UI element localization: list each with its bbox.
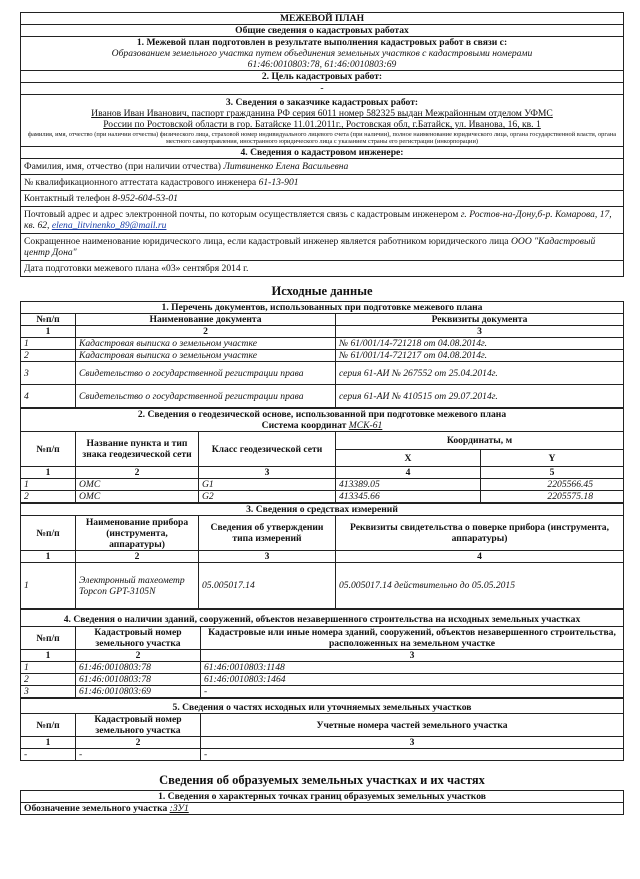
engineer-cert-value: 61-13-901 (258, 177, 299, 189)
col-header: Кадастровый номер земельного участка (76, 714, 201, 737)
col-header: Координаты, м (336, 432, 624, 450)
cell: 61:46:0010803:78 (76, 662, 201, 674)
col-header: №п/п (21, 714, 76, 737)
section-1 (21, 37, 624, 71)
cell: серия 61-АИ № 267552 от 25.04.2014г. (336, 362, 624, 385)
cell: Свидетельство о государственной регистрации права (76, 362, 336, 385)
cell: ОМС (76, 479, 199, 491)
cell: серия 61-АИ № 410515 от 29.07.2014г. (336, 385, 624, 408)
col-number: 2 (76, 467, 199, 479)
geodetic-title-text: 2. Сведения о геодезической основе, использованной при подготовке межевого плана (137, 409, 507, 421)
table-row (21, 479, 624, 491)
cell: 413389.05 (336, 479, 481, 491)
engineer-fio-row (21, 159, 624, 175)
table-row (21, 350, 624, 362)
cell: 1 (21, 563, 76, 609)
col-number: 2 (76, 650, 201, 662)
col-number: 1 (21, 467, 76, 479)
col-header-y: Y (481, 449, 624, 467)
cell: Свидетельство о государственной регистрации права (76, 385, 336, 408)
buildings-table (20, 609, 624, 698)
engineer-fio-value: Литвиненко Елена Васильевна (223, 161, 349, 173)
col-header: №п/п (21, 314, 76, 326)
col-header: Кадастровый номер земельного участка (76, 627, 201, 650)
source-data-header: Исходные данные (271, 284, 373, 299)
col-number: 2 (76, 551, 199, 563)
col-number: 3 (201, 650, 624, 662)
section-4-title: 4. Сведения о кадастровом инженере: (21, 147, 624, 159)
coordinate-system (24, 420, 620, 431)
general-info-table (20, 12, 624, 277)
engineer-org-label: Сокращенное наименование юридического лица, если кадастровый инженер является работником юридического лица (24, 236, 509, 248)
plot-designation-row (21, 803, 624, 815)
col-number: 1 (21, 737, 76, 749)
col-header-x: X (336, 449, 481, 467)
engineer-org-value: ООО "Кадастровый центр Дона" (24, 236, 596, 259)
cell: 05.005017.14 (199, 563, 336, 609)
formed-points-title: 1. Сведения о характерных точках границ образуемых земельных участков (21, 791, 624, 803)
cell: Кадастровая выписка о земельном участке (76, 338, 336, 350)
cell: 2205566.45 (481, 479, 624, 491)
cell: 1 (21, 338, 76, 350)
col-number: 3 (199, 467, 336, 479)
table-row (21, 686, 624, 698)
engineer-cert-label: № квалификационного аттестата кадастрового инженера (24, 177, 257, 189)
customer-note: фамилия, имя, отчество (при наличии отчества) физического лица, страховой номер индивидуального лицевого счета (при наличии), полное наименование юридического лица, органа государственной власти, органа местного самоуправления, иностранного юридического лица с указанием страны его регистрации (инкорпорации) (27, 131, 617, 146)
coordinate-system-label: Система координат (261, 420, 347, 432)
col-number: 4 (336, 467, 481, 479)
engineer-org-row (21, 234, 624, 261)
col-number: 3 (199, 551, 336, 563)
geodetic-table (20, 408, 624, 503)
cell: G2 (199, 491, 336, 503)
engineer-cert-row (21, 175, 624, 191)
parts-table (20, 698, 624, 761)
customer-line-2: России по Ростовской области в гор. Батайске 11.01.2011г., Ростовская обл, г.Батайск, ул. Иванова, 16, кв. 1 (103, 119, 541, 130)
table-row (21, 662, 624, 674)
table-row (21, 338, 624, 350)
document-page (20, 12, 624, 815)
documents-table (20, 301, 624, 408)
buildings-title: 4. Сведения о наличии зданий, сооружений, объектов незавершенного строительства на исходных земельных участках (21, 610, 624, 627)
parts-title: 5. Сведения о частях исходных или уточняемых земельных участков (21, 699, 624, 714)
col-header: Наименование документа (76, 314, 336, 326)
table-row (21, 563, 624, 609)
cell: № 61/001/14-721217 от 04.08.2014г. (336, 350, 624, 362)
col-header: Реквизиты документа (336, 314, 624, 326)
col-header: №п/п (21, 432, 76, 467)
section-2-value: - (21, 83, 624, 95)
cell: 61:46:0010803:1464 (201, 674, 624, 686)
cell: - (201, 686, 624, 698)
cell: 4 (21, 385, 76, 408)
documents-title: 1. Перечень документов, использованных при подготовке межевого плана (21, 302, 624, 314)
section-1-title: 1. Межевой план подготовлен в результате выполнения кадастровых работ в связи с: (136, 37, 508, 48)
cell: G1 (199, 479, 336, 491)
section-3 (21, 95, 624, 147)
section-2-title: 2. Цель кадастровых работ: (21, 71, 624, 83)
col-header: Реквизиты свидетельства о поверке прибора (инструмента, аппаратуры) (336, 516, 624, 551)
cell: Электронный тахеометр Topcon GPT-3105N (76, 563, 199, 609)
cell: 2 (21, 674, 76, 686)
col-header: Сведения об утверждении типа измерений (199, 516, 336, 551)
col-header: №п/п (21, 516, 76, 551)
col-header: №п/п (21, 627, 76, 650)
cell: 61:46:0010803:69 (76, 686, 201, 698)
col-header: Кадастровые или иные номера зданий, сооружений, объектов незавершенного строительства, расположенных на земельном участке (201, 627, 624, 650)
engineer-phone-row (21, 191, 624, 207)
cell: 61:46:0010803:1148 (201, 662, 624, 674)
col-number: 1 (21, 326, 76, 338)
cell: 3 (21, 686, 76, 698)
table-row (21, 362, 624, 385)
col-header: Учетные номера частей земельного участка (201, 714, 624, 737)
engineer-address-label: Почтовый адрес и адрес электронной почты, по которым осуществляется связь с кадастровым инженером (24, 209, 459, 221)
general-header: Общие сведения о кадастровых работах (21, 25, 624, 37)
col-header: Название пункта и тип знака геодезической сети (76, 432, 199, 467)
engineer-phone-value: 8-952-604-53-01 (112, 193, 178, 205)
table-row (21, 385, 624, 408)
col-number: 4 (336, 551, 624, 563)
plot-designation-label: Обозначение земельного участка (24, 803, 168, 815)
coordinate-system-value: МСК-61 (348, 420, 383, 432)
cell: № 61/001/14-721218 от 04.08.2014г. (336, 338, 624, 350)
plot-designation-value: :ЗУ1 (169, 803, 189, 815)
table-row (21, 749, 624, 761)
col-number: 2 (76, 326, 336, 338)
col-number: 1 (21, 650, 76, 662)
table-row (21, 491, 624, 503)
cell: Кадастровая выписка о земельном участке (76, 350, 336, 362)
cell: 2 (21, 350, 76, 362)
col-header: Наименование прибора (инструмента, аппаратуры) (76, 516, 199, 551)
cell: 3 (21, 362, 76, 385)
formed-points-table (20, 790, 624, 815)
instruments-title: 3. Сведения о средствах измерений (21, 504, 624, 516)
instruments-table (20, 503, 624, 609)
section-3-title: 3. Сведения о заказчике кадастровых работ: (225, 97, 419, 108)
cell: 1 (21, 662, 76, 674)
engineer-address-value: г. Ростов-на-Дону,б-р. Комарова, 17, кв. 62, (24, 209, 612, 232)
cell: - (201, 749, 624, 761)
cell: ОМС (76, 491, 199, 503)
engineer-email-link[interactable]: elena_litvinenko_89@mail.ru (51, 220, 167, 232)
col-number: 2 (76, 737, 201, 749)
cell: - (21, 749, 76, 761)
table-row (21, 674, 624, 686)
geodetic-title (21, 409, 624, 432)
cell: - (76, 749, 201, 761)
col-number: 5 (481, 467, 624, 479)
col-number: 3 (201, 737, 624, 749)
customer-line-1: Иванов Иван Иванович, паспорт гражданина РФ серия 6011 номер 582325 выдан Межрайонным отделом УФМС (91, 108, 553, 119)
engineer-phone-label: Контактный телефон (24, 193, 111, 205)
cell: 2205575.18 (481, 491, 624, 503)
plan-date-row: Дата подготовки межевого плана «03» сентября 2014 г. (21, 261, 624, 277)
cell: 2 (21, 491, 76, 503)
col-number: 3 (336, 326, 624, 338)
section-1-text-a: Образованием земельного участка путем объединения земельных участков с кадастровыми номерами (111, 48, 533, 59)
cell: 413345.66 (336, 491, 481, 503)
section-1-text-b: 61:46:0010803:78, 61:46:0010803:69 (247, 59, 397, 70)
col-header: Класс геодезической сети (199, 432, 336, 467)
formed-plots-header: Сведения об образуемых земельных участках и их частях (159, 773, 485, 788)
cell: 05.005017.14 действительно до 05.05.2015 (336, 563, 624, 609)
cell: 61:46:0010803:78 (76, 674, 201, 686)
engineer-fio-label: Фамилия, имя, отчество (при наличии отчества) (24, 161, 221, 173)
engineer-address-row (21, 207, 624, 234)
col-number: 1 (21, 551, 76, 563)
document-title: МЕЖЕВОЙ ПЛАН (21, 13, 624, 25)
cell: 1 (21, 479, 76, 491)
